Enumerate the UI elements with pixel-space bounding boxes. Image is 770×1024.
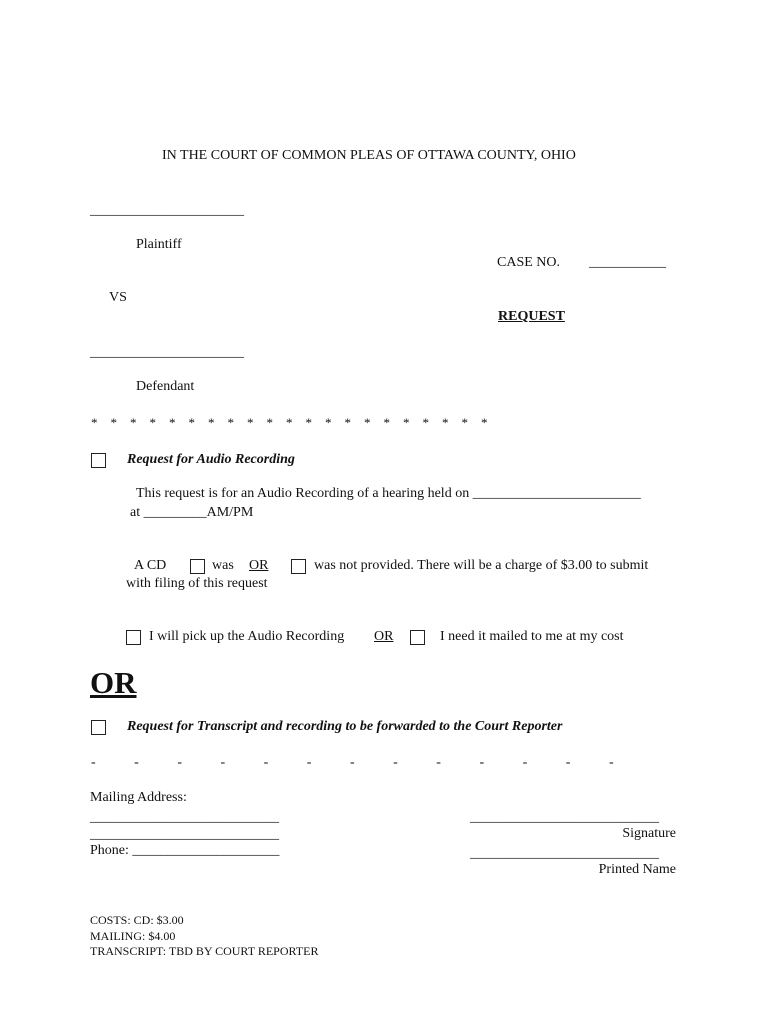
signature-line: ___________________________ xyxy=(470,810,659,825)
plaintiff-label: Plaintiff xyxy=(136,237,182,252)
phone-field: Phone: _____________________ xyxy=(90,843,280,858)
defendant-line: ______________________ xyxy=(90,345,244,360)
cost-cd: COSTS: CD: $3.00 xyxy=(90,913,184,927)
plaintiff-line: ______________________ xyxy=(90,203,244,218)
cost-mailing: MAILING: $4.00 xyxy=(90,929,176,943)
defendant-label: Defendant xyxy=(136,379,195,394)
address-line-1: ___________________________ xyxy=(90,810,279,825)
printed-name-line: ___________________________ xyxy=(470,846,659,861)
mailing-address-label: Mailing Address: xyxy=(90,790,187,805)
audio-request-heading: Request for Audio Recording xyxy=(127,452,295,467)
hearing-time-text: at _________AM/PM xyxy=(130,505,254,520)
was-label: was xyxy=(212,558,234,573)
pickup-checkbox[interactable] xyxy=(126,630,141,645)
big-or-heading: OR xyxy=(90,665,137,700)
or-label-cd: OR xyxy=(249,558,269,573)
signature-label: Signature xyxy=(622,826,676,841)
dash-divider: - - - - - - - - - - - - - xyxy=(91,755,614,770)
cost-transcript: TRANSCRIPT: TBD BY COURT REPORTER xyxy=(90,944,319,958)
request-heading: REQUEST xyxy=(498,309,565,324)
transcript-request-checkbox[interactable] xyxy=(91,720,106,735)
mailed-label: I need it mailed to me at my cost xyxy=(440,629,624,644)
hearing-text: This request is for an Audio Recording of a hearing held on ________________________ xyxy=(136,486,641,501)
vs-label: VS xyxy=(109,290,127,305)
mailed-checkbox[interactable] xyxy=(410,630,425,645)
audio-request-checkbox[interactable] xyxy=(91,453,106,468)
with-filing-text: with filing of this request xyxy=(126,576,268,591)
transcript-request-heading: Request for Transcript and recording to be forwarded to the Court Reporter xyxy=(127,719,563,734)
address-line-2: ___________________________ xyxy=(90,827,279,842)
or-label-delivery: OR xyxy=(374,629,394,644)
cd-not-provided-checkbox[interactable] xyxy=(291,559,306,574)
star-divider: * * * * * * * * * * * * * * * * * * * * * xyxy=(91,415,488,430)
court-title: IN THE COURT OF COMMON PLEAS OF OTTAWA COUNTY, OHIO xyxy=(162,148,576,163)
case-no-line: ___________ xyxy=(589,255,666,270)
cd-was-checkbox[interactable] xyxy=(190,559,205,574)
pickup-label: I will pick up the Audio Recording xyxy=(149,629,345,644)
case-no-label: CASE NO. xyxy=(497,255,561,270)
acd-label: A CD xyxy=(134,558,167,573)
printed-name-label: Printed Name xyxy=(598,862,676,877)
not-provided-text: was not provided. There will be a charge of $3.00 to submit xyxy=(314,558,649,573)
